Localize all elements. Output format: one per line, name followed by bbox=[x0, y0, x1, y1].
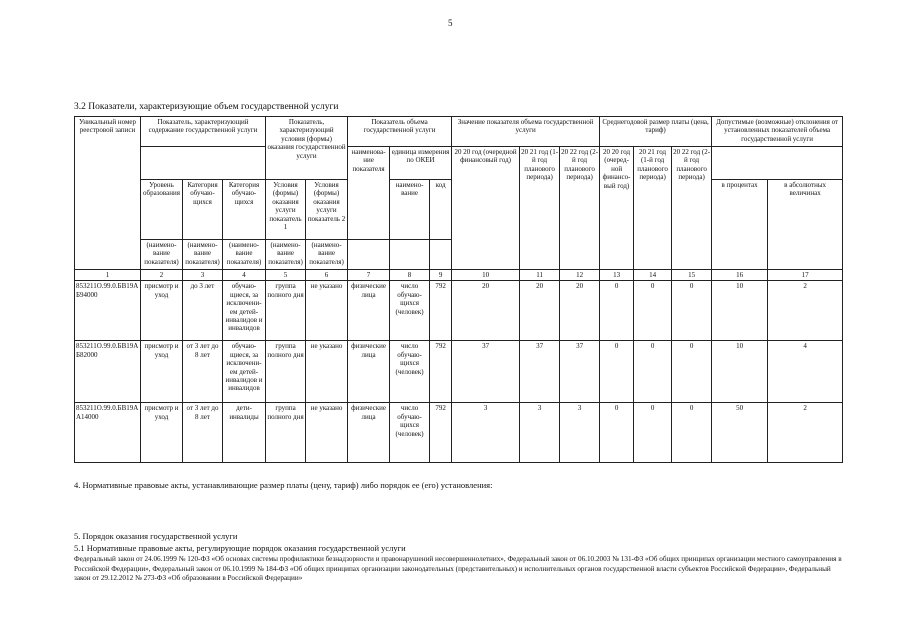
table-cell: 0 bbox=[634, 403, 672, 463]
col-number: 17 bbox=[768, 270, 843, 281]
hdr-unit-name: наимено-вание bbox=[390, 180, 430, 240]
table-cell: обучаю-щиеся, за исключени-ем детей-инвалидов и инвалидов bbox=[223, 281, 266, 341]
col-number: 9 bbox=[430, 270, 452, 281]
table-row bbox=[75, 281, 843, 341]
table-cell: 3 bbox=[520, 403, 560, 463]
section-title: 3.2 Показатели, характеризующие объем государственной услуги bbox=[74, 102, 339, 112]
hdr-name-label-4: (наимено-вание показателя) bbox=[266, 240, 306, 270]
table-cell: 0 bbox=[672, 281, 712, 341]
table-row bbox=[75, 403, 843, 463]
col-number: 7 bbox=[348, 270, 390, 281]
hdr-condition-1: Условия (формы) оказания услуги показатель 1 bbox=[266, 180, 306, 240]
hdr-student-category-2: Категория обучаю-щихся bbox=[223, 180, 266, 240]
table-cell: не указано bbox=[306, 341, 348, 403]
col-number: 6 bbox=[306, 270, 348, 281]
table-cell: 4 bbox=[768, 341, 843, 403]
hdr-value-year1: 20 20 год (очередной финансовый год) bbox=[452, 147, 520, 270]
hdr-deviation-percent: в процентах bbox=[712, 180, 768, 270]
table-cell: от 3 лет до 8 лет bbox=[183, 341, 223, 403]
page-number: 5 bbox=[448, 18, 453, 28]
table-row bbox=[75, 341, 843, 403]
table-cell: 792 bbox=[430, 341, 452, 403]
table-cell: 37 bbox=[560, 341, 600, 403]
hdr-value-year2: 20 21 год (1-й год планового периода) bbox=[520, 147, 560, 270]
table-cell: 0 bbox=[634, 341, 672, 403]
hdr-name-label-2: (наимено-вание показателя) bbox=[183, 240, 223, 270]
payment-acts-heading: 4. Нормативные правовые акты, устанавливающие размер платы (цену, тариф) либо порядок ее (его) установления: bbox=[74, 480, 493, 490]
table-cell: 3 bbox=[452, 403, 520, 463]
col-number: 11 bbox=[520, 270, 560, 281]
hdr-payment-year1: 20 20 год (очеред-ной финансо-вый год) bbox=[600, 147, 634, 270]
service-procedure-heading: 5. Порядок оказания государственной услуги bbox=[74, 531, 238, 541]
table-cell: 3 bbox=[560, 403, 600, 463]
table-cell: не указано bbox=[306, 281, 348, 341]
table-cell: физические лица bbox=[348, 281, 390, 341]
hdr-unit-code: код bbox=[430, 180, 452, 240]
table-cell: 20 bbox=[560, 281, 600, 341]
table-cell: группа полного дня bbox=[266, 403, 306, 463]
table-cell: 0 bbox=[672, 341, 712, 403]
col-number: 5 bbox=[266, 270, 306, 281]
table-cell: 0 bbox=[600, 403, 634, 463]
hdr-volume-indicator: Показатель объема государственной услуги bbox=[348, 117, 452, 147]
table-cell: 0 bbox=[634, 281, 672, 341]
hdr-deviation-absolute: в абсолютных величинах bbox=[768, 180, 843, 270]
regulatory-acts-heading: 5.1 Нормативные правовые акты, регулирующие порядок оказания государственной услуги bbox=[74, 543, 406, 553]
col-number: 2 bbox=[141, 270, 183, 281]
hdr-indicator-name: наименова-ние показателя bbox=[348, 147, 390, 240]
table-cell: 0 bbox=[600, 341, 634, 403]
hdr-name-label-5: (наимено-вание показателя) bbox=[306, 240, 348, 270]
hdr-content-indicator: Показатель, характеризующий содержание государственной услуги bbox=[141, 117, 266, 147]
table-cell: 20 bbox=[452, 281, 520, 341]
table-cell: присмотр и уход bbox=[141, 341, 183, 403]
hdr-name-label-1: (наимено-вание показателя) bbox=[141, 240, 183, 270]
table-cell: 0 bbox=[600, 281, 634, 341]
hdr-allowed-deviation: Допустимые (возможные) отклонения от установленных показателей объема государственной услуги bbox=[712, 117, 843, 147]
table-cell: группа полного дня bbox=[266, 281, 306, 341]
table-cell: до 3 лет bbox=[183, 281, 223, 341]
hdr-registry-number: Уникальный номер реестровой записи bbox=[75, 117, 141, 270]
table-cell: 792 bbox=[430, 281, 452, 341]
col-number: 1 bbox=[75, 270, 141, 281]
table-cell: число обучаю-щихся (человек) bbox=[390, 403, 430, 463]
hdr-okei-unit: единица измерения по ОКЕИ bbox=[390, 147, 452, 180]
table-cell: 2 bbox=[768, 281, 843, 341]
col-number: 4 bbox=[223, 270, 266, 281]
table-cell: 37 bbox=[520, 341, 560, 403]
table-cell: присмотр и уход bbox=[141, 281, 183, 341]
hdr-payment-year2: 20 21 год (1-й год планового периода) bbox=[634, 147, 672, 270]
hdr-value-year3: 20 22 год (2-й год планового периода) bbox=[560, 147, 600, 270]
table-cell: 37 bbox=[452, 341, 520, 403]
table-cell: 20 bbox=[520, 281, 560, 341]
column-number-row bbox=[75, 270, 843, 281]
hdr-education-level: Уровень образования bbox=[141, 180, 183, 240]
regulatory-acts-text: Федеральный закон от 24.06.1999 № 120-ФЗ «Об основах системы профилактики безнадзорности и правонарушений несовершеннолетних», Федеральный закон от 06.10.2003 № 131-ФЗ «Об общих принципах организации местного самоуправления в Российской Федерации», Федеральный закон от 06.10.1999 № 184-ФЗ «Об общих принципах организации законодательных (представительных) и исполнительных органов государственной власти субъектов Российской Федерации», Федеральный закон от 29.12.2012 № 273-ФЗ «Об образовании в Российской Федерации» bbox=[74, 555, 842, 583]
hdr-conditions-indicator: Показатель, характеризующий условия (формы) оказания государственной услуги bbox=[266, 117, 348, 180]
registry-number-cell: 853211О.99.0.БВ19АБ94000 bbox=[75, 281, 141, 341]
table-cell: дети-инвалиды bbox=[223, 403, 266, 463]
table-cell: обучаю-щиеся, за исключени-ем детей-инвалидов и инвалидов bbox=[223, 341, 266, 403]
hdr-condition-2: Условия (формы) оказания услуги показатель 2 bbox=[306, 180, 348, 240]
table-cell: число обучаю-щихся (человек) bbox=[390, 281, 430, 341]
table-cell: группа полного дня bbox=[266, 341, 306, 403]
table-cell: 10 bbox=[712, 281, 768, 341]
table-cell: физические лица bbox=[348, 341, 390, 403]
table-cell: присмотр и уход bbox=[141, 403, 183, 463]
table-cell: 792 bbox=[430, 403, 452, 463]
col-number: 14 bbox=[634, 270, 672, 281]
hdr-student-category-1: Категория обучаю-щихся bbox=[183, 180, 223, 240]
volume-indicators-table bbox=[74, 116, 843, 463]
col-number: 12 bbox=[560, 270, 600, 281]
col-number: 16 bbox=[712, 270, 768, 281]
table-cell: 0 bbox=[672, 403, 712, 463]
table-cell: от 3 лет до 8 лет bbox=[183, 403, 223, 463]
col-number: 3 bbox=[183, 270, 223, 281]
hdr-volume-value: Значение показателя объема государственной услуги bbox=[452, 117, 600, 147]
registry-number-cell: 853211О.99.0.БВ19АБ82000 bbox=[75, 341, 141, 403]
table-cell: 2 bbox=[768, 403, 843, 463]
col-number: 10 bbox=[452, 270, 520, 281]
table-cell: 10 bbox=[712, 341, 768, 403]
col-number: 8 bbox=[390, 270, 430, 281]
hdr-name-label-3: (наимено-вание показателя) bbox=[223, 240, 266, 270]
col-number: 15 bbox=[672, 270, 712, 281]
table-cell: число обучаю-щихся (человек) bbox=[390, 341, 430, 403]
hdr-payment-year3: 20 22 год (2-й год планового периода) bbox=[672, 147, 712, 270]
hdr-average-payment: Среднегодовой размер платы (цена, тариф) bbox=[600, 117, 712, 147]
table-cell: физические лица bbox=[348, 403, 390, 463]
registry-number-cell: 853211О.99.0.БВ19АА14000 bbox=[75, 403, 141, 463]
col-number: 13 bbox=[600, 270, 634, 281]
table-cell: 50 bbox=[712, 403, 768, 463]
table-cell: не указано bbox=[306, 403, 348, 463]
